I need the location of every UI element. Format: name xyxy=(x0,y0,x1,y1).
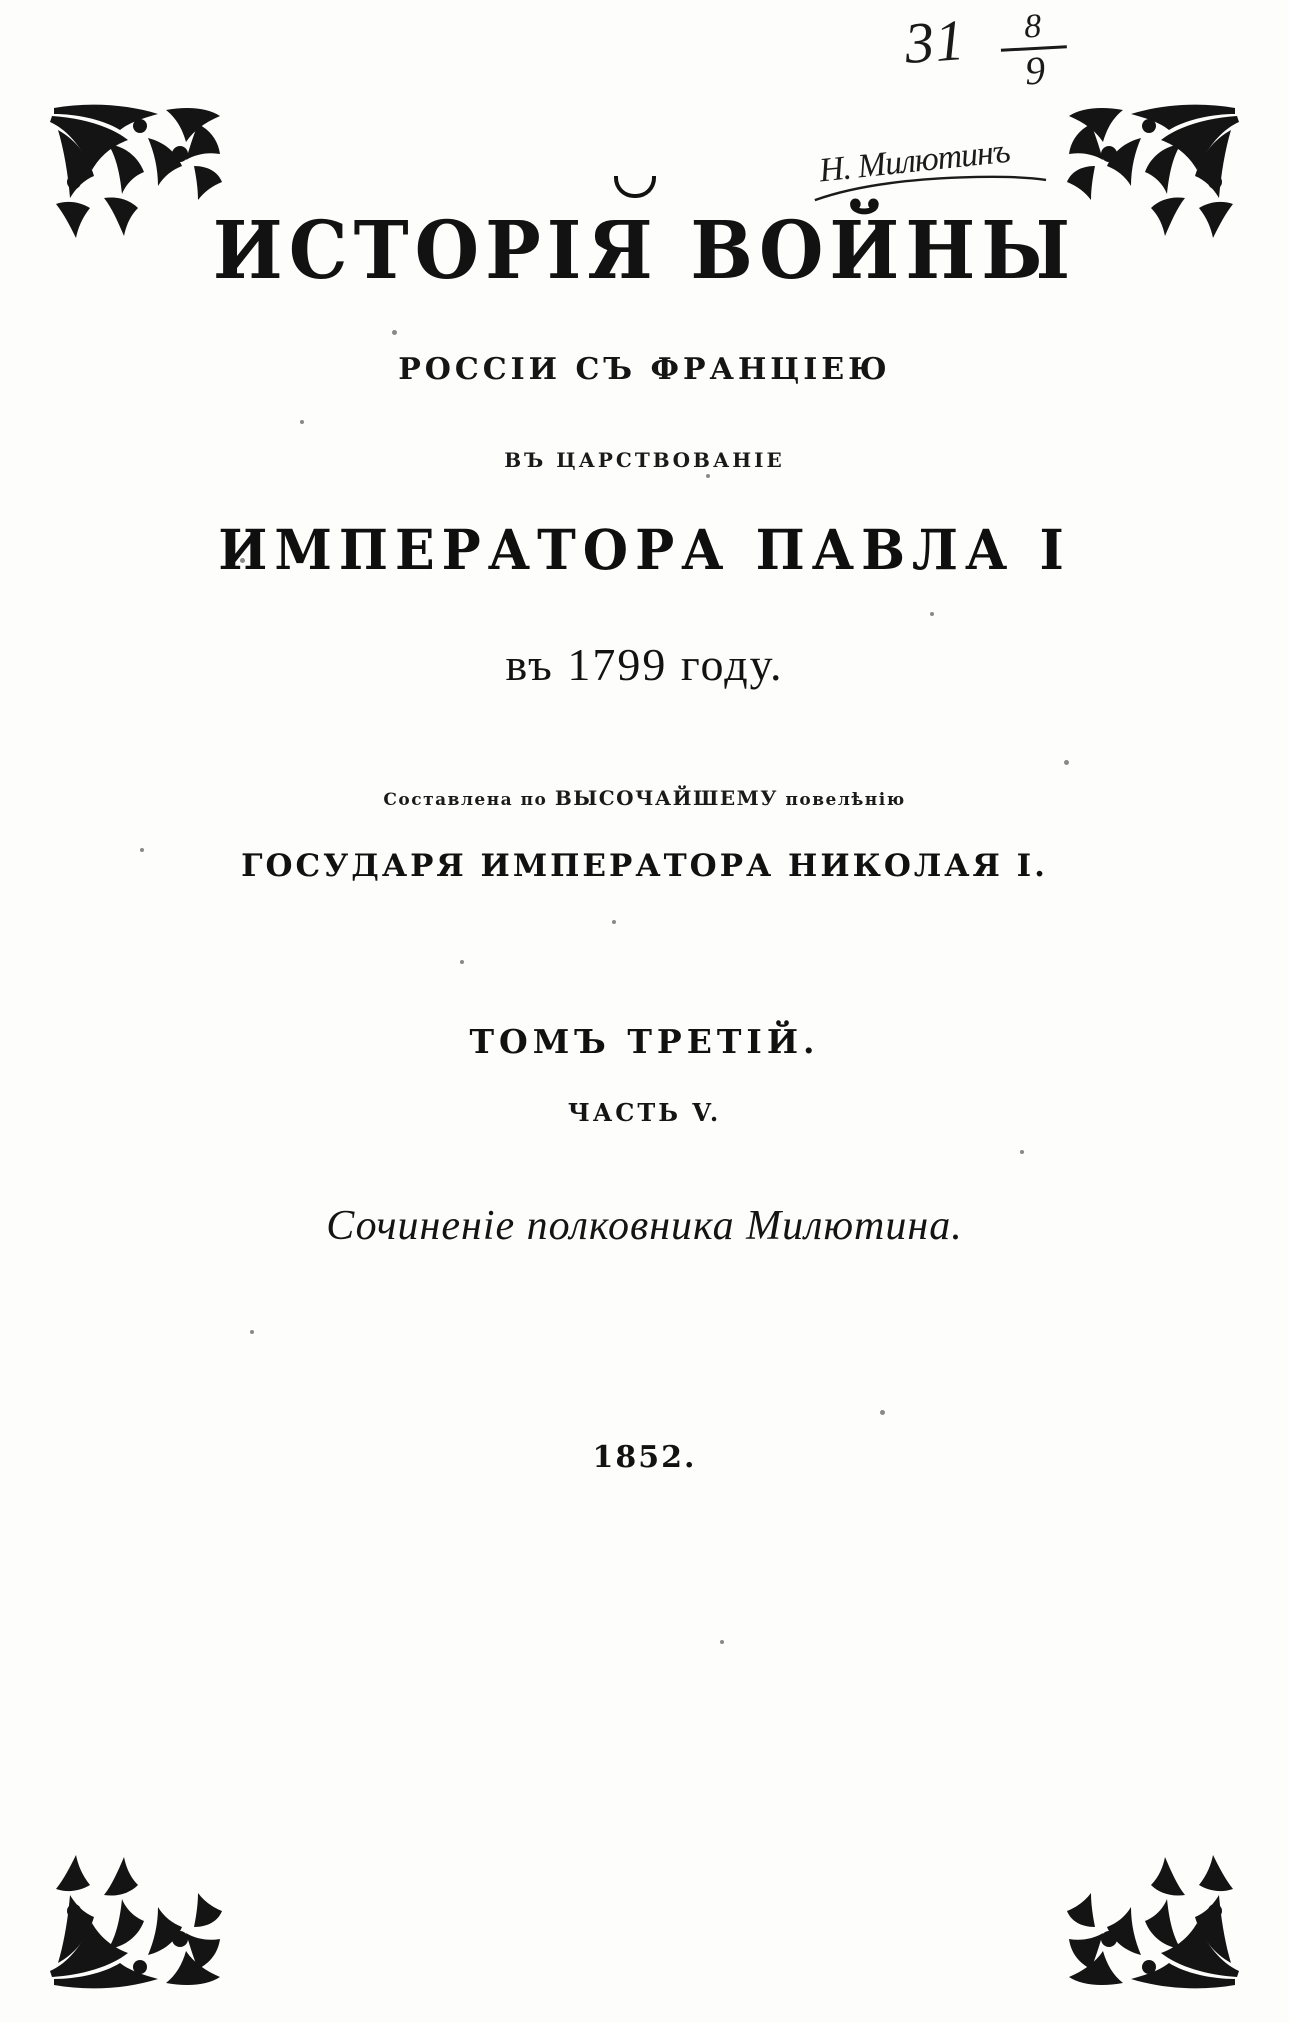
author-line: Сочиненіе полковника Милютина. xyxy=(326,1203,963,1249)
commission-prefix: Составлена по xyxy=(383,790,548,810)
emperor-name: ИМПЕРАТОРА ПАВЛА I xyxy=(218,518,1071,583)
part-label: ЧАСТЬ V. xyxy=(567,1098,722,1127)
paper-speck xyxy=(300,420,304,424)
paper-speck xyxy=(460,960,464,964)
paper-speck xyxy=(250,1330,254,1334)
paper-speck xyxy=(880,1410,885,1415)
volume-label: ТОМЪ ТРЕТІЙ. xyxy=(469,1022,820,1061)
page-title: ИСТОРІЯ ВОЙНЫ xyxy=(212,204,1077,298)
ornament-corner-bottom-left-icon xyxy=(48,1853,223,1993)
commission-note xyxy=(0,786,1289,810)
paper-speck xyxy=(706,474,710,478)
shelf-mark-number: 31 xyxy=(902,6,968,77)
sovereign-name: ГОСУДАРЯ ИМПЕРАТОРА НИКОЛАЯ I. xyxy=(241,848,1048,884)
paper-speck xyxy=(930,612,934,616)
paper-speck xyxy=(720,1640,724,1644)
commission-suffix: повелѣнію xyxy=(785,790,906,810)
commission-caps: ВЫСОЧАЙШЕМУ xyxy=(554,786,779,810)
year-of-events: въ 1799 году. xyxy=(505,639,784,690)
shelf-mark-denominator: 9 xyxy=(1023,47,1047,94)
breve-diacritic-icon xyxy=(614,176,656,198)
paper-speck xyxy=(1020,1150,1024,1154)
shelf-mark-numerator: 8 xyxy=(1023,7,1043,46)
paper-speck xyxy=(392,330,397,335)
subtitle-reign: ВЪ ЦАРСТВОВАНІЕ xyxy=(504,448,785,472)
ornament-corner-bottom-right-icon xyxy=(1066,1853,1241,1993)
paper-speck xyxy=(612,920,616,924)
handwritten-signature: Н. Милютинъ xyxy=(817,132,1012,190)
subtitle-countries: РОССІИ СЪ ФРАНЦІЕЮ xyxy=(398,352,891,387)
paper-speck xyxy=(1064,760,1069,765)
publication-year: 1852. xyxy=(592,1440,697,1475)
shelf-mark-fraction xyxy=(999,8,1069,93)
